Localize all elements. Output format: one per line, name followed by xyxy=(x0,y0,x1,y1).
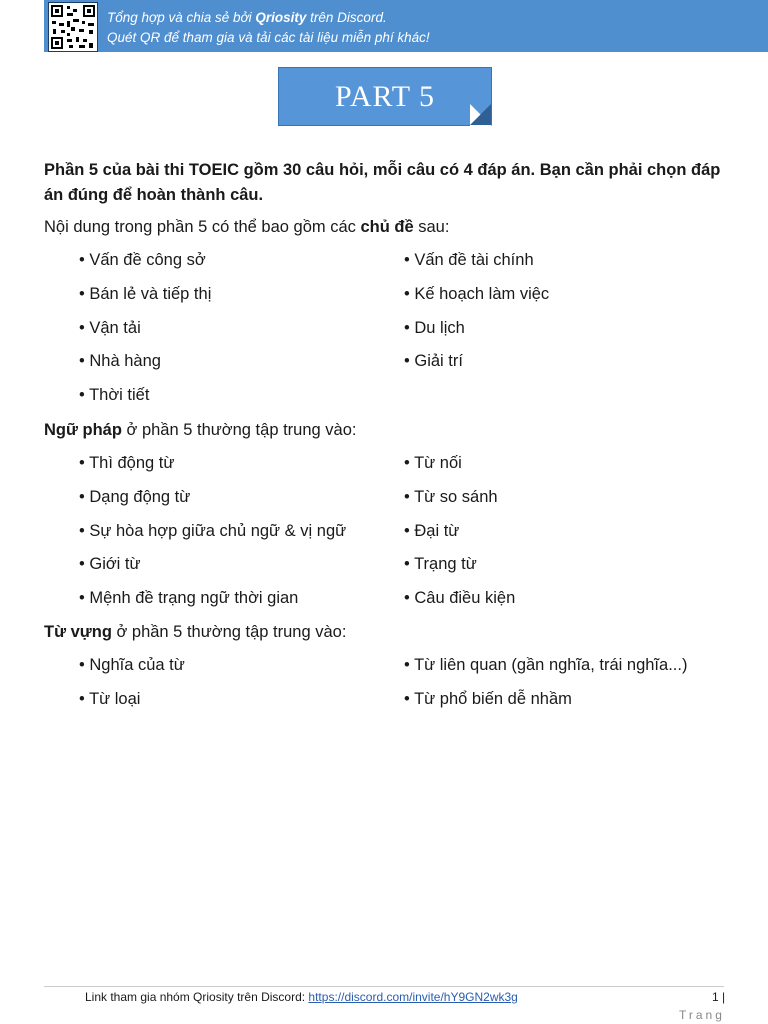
grammar-item: • Dạng động từ xyxy=(79,488,191,506)
part-title: PART 5 xyxy=(334,79,436,113)
intro-paragraph: Phần 5 của bài thi TOEIC gồm 30 câu hỏi, mỗi câu có 4 đáp án. Bạn cần phải chọn đáp án đúng để hoàn thành câu. xyxy=(44,161,721,204)
banner-brand: Qriosity xyxy=(255,10,307,25)
footer-link-line xyxy=(85,990,518,1004)
vocab-item: • Nghĩa của từ xyxy=(79,656,185,674)
topic-item: • Vấn đề công sở xyxy=(79,251,206,269)
banner-line2: Quét QR để tham gia và tải các tài liệu miễn phí khác! xyxy=(107,30,430,45)
topic-item: • Bán lẻ và tiếp thị xyxy=(79,285,212,303)
banner-line1-suffix: trên Discord. xyxy=(306,10,387,25)
vocab-item: • Từ liên quan (gần nghĩa, trái nghĩa...) xyxy=(404,656,688,674)
topics-heading-suffix: sau: xyxy=(413,218,450,236)
folded-corner-shadow xyxy=(470,104,491,125)
topics-heading xyxy=(44,218,449,237)
topic-item: • Vấn đề tài chính xyxy=(404,251,534,269)
header-banner xyxy=(44,0,768,52)
vocab-item: • Từ phổ biến dễ nhầm xyxy=(404,690,572,708)
page-number: 1 | xyxy=(712,990,726,1004)
grammar-item: • Câu điều kiện xyxy=(404,589,516,607)
topics-heading-bold: chủ đề xyxy=(360,218,414,236)
grammar-item: • Thì động từ xyxy=(79,454,175,472)
vocab-item: • Từ loại xyxy=(79,690,141,708)
topic-item: • Vận tải xyxy=(79,319,141,337)
footer-divider xyxy=(44,986,724,987)
vocab-heading-suffix: ở phần 5 thường tập trung vào: xyxy=(111,623,347,641)
vocab-heading xyxy=(44,623,346,642)
topic-item: • Du lịch xyxy=(404,319,465,337)
topic-item: • Thời tiết xyxy=(79,386,150,404)
banner-text xyxy=(107,8,430,48)
grammar-heading-bold: Ngữ pháp xyxy=(44,421,122,439)
vocab-heading-bold: Từ vựng xyxy=(44,623,112,641)
grammar-heading-suffix: ở phần 5 thường tập trung vào: xyxy=(121,421,357,439)
grammar-item: • Từ so sánh xyxy=(404,488,498,506)
grammar-item: • Giới từ xyxy=(79,555,141,573)
banner-line1-prefix: Tổng hợp và chia sẻ bởi xyxy=(107,10,256,25)
topic-item: • Kế hoạch làm việc xyxy=(404,285,550,303)
page-label: Trang xyxy=(679,1008,725,1022)
qr-code-icon[interactable] xyxy=(48,2,98,52)
topic-item: • Giải trí xyxy=(404,352,463,370)
grammar-item: • Trạng từ xyxy=(404,555,477,573)
grammar-item: • Từ nối xyxy=(404,454,462,472)
footer-label: Link tham gia nhóm Qriosity trên Discord: xyxy=(85,990,309,1004)
topics-heading-prefix: Nội dung trong phần 5 có thể bao gồm các xyxy=(44,218,361,236)
grammar-item: • Mệnh đề trạng ngữ thời gian xyxy=(79,589,299,607)
grammar-heading xyxy=(44,421,356,440)
topic-item: • Nhà hàng xyxy=(79,352,161,370)
grammar-item: • Sự hòa hợp giữa chủ ngữ & vị ngữ xyxy=(79,522,347,540)
discord-invite-link[interactable]: https://discord.com/invite/hY9GN2wk3g xyxy=(308,990,518,1004)
grammar-item: • Đại từ xyxy=(404,522,460,540)
part-title-box xyxy=(278,67,492,126)
